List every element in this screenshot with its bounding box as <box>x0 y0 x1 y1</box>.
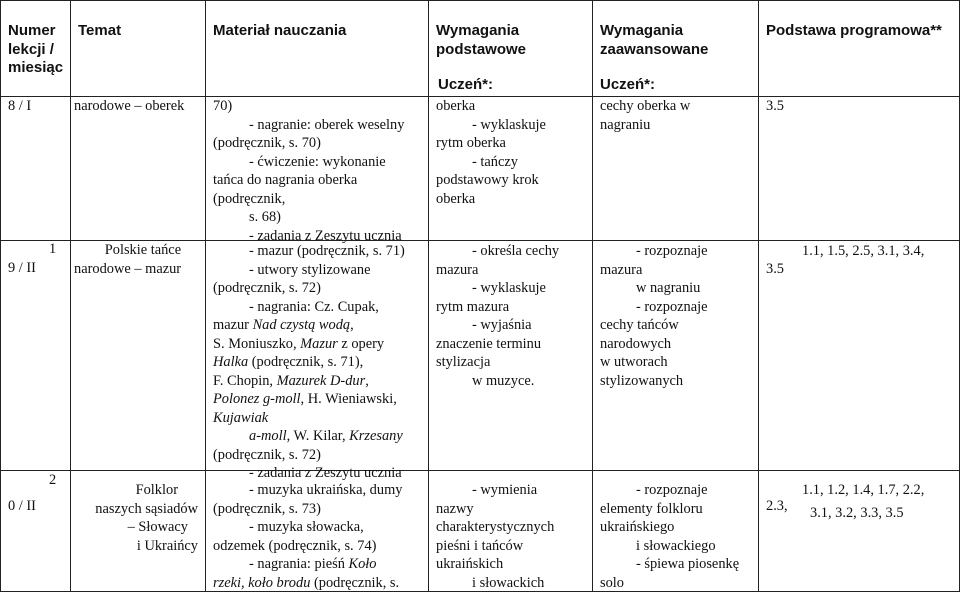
row-3-curriculum-level: 2.3, <box>766 498 788 514</box>
row-3-month: 0 / II <box>8 498 36 514</box>
header-advanced: Wymagania zaawansowane <box>600 22 709 58</box>
subheader-advanced: Uczeń*: <box>600 76 656 93</box>
header-topic: Temat <box>78 22 122 39</box>
row-2-month: 9 / II <box>8 260 36 276</box>
subheader-basic: Uczeń*: <box>438 76 494 93</box>
row-3-basic: - wymienia nazwy charakterystycznych pieśni i tańców ukraińskich i słowackich <box>436 482 555 591</box>
row-1-advanced: cechy oberka w nagraniu <box>600 98 691 133</box>
row-2-material: - mazur (podręcznik, s. 71) - utwory stylizowane (podręcznik, s. 72) - nagrania: Cz. Cupak, mazur Nad czystą wodą, S. Moniuszko, Mazur z opery Halka (podręcznik, s. 71), F. Chopin, Mazurek D-dur, Polonez g-moll, H. Wieniawski, Kujawiak a-moll, W. Kilar, Krzesany (podręcznik, s. 72) - zadania z Zeszytu ucznia <box>213 243 405 481</box>
row-3-curriculum: 1.1, 1.2, 1.4, 1.7, 2.2, 3.1, 3.2, 3.3, 3.5 <box>802 482 925 521</box>
row-1-material: 70) - nagranie: oberek weselny (podręcznik, s. 70) - ćwiczenie: wykonanie tańca do nagrania oberka (podręcznik, s. 68) - zadania z Zeszytu ucznia <box>213 98 405 244</box>
row-1-curriculum: 3.5 <box>766 98 784 114</box>
row-2-topic: Polskie tańce narodowe – mazur <box>74 242 182 277</box>
row-3-advanced: - rozpoznaje elementy folkloru ukraińskiego i słowackiego - śpiewa piosenkę solo <box>600 482 740 591</box>
row-1-topic: narodowe – oberek <box>74 98 185 114</box>
header-curriculum: Podstawa programowa** <box>766 22 942 39</box>
row-3-topic: Folklor naszych sąsiadów – Słowacy i Ukraińcy <box>95 482 198 554</box>
row-3-number: 2 <box>49 472 57 488</box>
header-lesson-number: Numer lekcji / miesiąc <box>8 22 64 76</box>
header-basic: Wymagania podstawowe <box>436 22 527 58</box>
row-1-month: 8 / I <box>8 98 32 114</box>
row-2-curriculum: 1.1, 1.5, 2.5, 3.1, 3.4, <box>802 243 925 259</box>
row-2-advanced: - rozpoznaje mazura w nagraniu - rozpoznaje cechy tańców narodowych w utworach stylizowanych <box>600 243 708 389</box>
row-1-basic: oberka - wyklaskuje rytm oberka - tańczy podstawowy krok oberka <box>436 98 546 207</box>
row-2-number: 1 <box>49 241 57 257</box>
row-2-basic: - określa cechy mazura - wyklaskuje rytm mazura - wyjaśnia znaczenie terminu stylizacja w muzyce. <box>436 243 560 389</box>
row-3-material: - muzyka ukraińska, dumy (podręcznik, s. 73) - muzyka słowacka, odzemek (podręcznik, s. 74) - nagrania: pieśń Koło rzeki, koło brodu (podręcznik, s. <box>213 482 403 591</box>
row-2-curriculum-level: 3.5 <box>766 261 784 277</box>
header-material: Materiał nauczania <box>213 22 347 39</box>
